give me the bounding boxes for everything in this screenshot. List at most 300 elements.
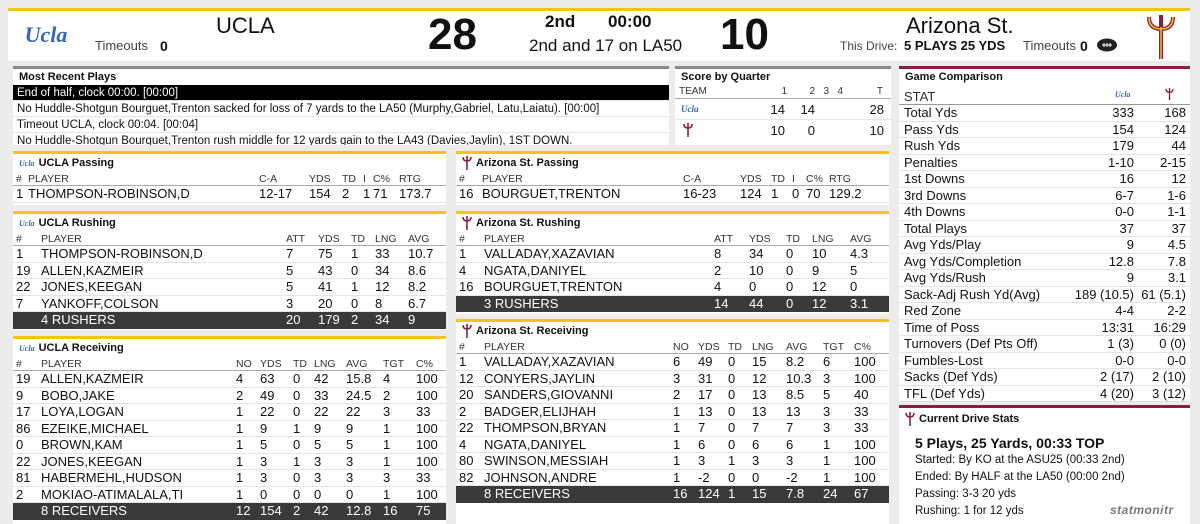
table-cell: 1 (728, 453, 736, 468)
comparison-row (899, 188, 1190, 205)
table-cell: 9 (260, 420, 268, 436)
comparison-row (899, 386, 1190, 403)
table-cell: VALLADAY,XAZAVIAN (484, 354, 615, 369)
table-cell: 7 (786, 420, 794, 435)
away-timeouts-label: Timeouts (1023, 38, 1076, 53)
table-cell: 3 (823, 370, 831, 386)
comparison-row (899, 320, 1190, 337)
table-cell: 1 (236, 453, 244, 469)
table-cell: THOMPSON,BRYAN (484, 420, 607, 435)
total-cell: 124 (698, 486, 720, 501)
table-cell: 9 (346, 420, 354, 436)
table-cell: 1 (673, 453, 681, 468)
away-value: 1-1 (1167, 204, 1186, 219)
away-value: 168 (1164, 105, 1186, 120)
home-value: 4 (20) (1100, 385, 1134, 401)
table-cell: 3 (314, 453, 322, 469)
table-row[interactable] (456, 437, 889, 454)
column-header: C% (854, 341, 871, 353)
table-cell: 5 (850, 262, 858, 278)
table-cell: 33 (854, 403, 869, 419)
table-cell: 22 (260, 404, 275, 419)
table-cell: 1 (459, 246, 467, 261)
home-value: 333 (1112, 105, 1134, 120)
table-cell: 3 (314, 470, 322, 485)
table-row[interactable] (456, 387, 889, 404)
stat-label: TFL (Def Yds) (904, 385, 985, 401)
table-cell: 0 (293, 486, 301, 502)
table-cell: 19 (16, 262, 31, 278)
away-value: 61 (5.1) (1141, 286, 1186, 302)
column-header: # (16, 358, 22, 370)
table-cell: ALLEN,KAZMEIR (41, 371, 144, 386)
table-cell: BADGER,ELIJHAH (484, 403, 596, 419)
table-cell: NGATA,DANIYEL (484, 436, 587, 452)
game-comparison-title: Game Comparison (905, 70, 1003, 83)
asu-pitchfork-icon (1165, 88, 1174, 100)
total-label: 3 RUSHERS (484, 295, 559, 311)
column-header: # (459, 173, 465, 185)
column-header: YDS (260, 358, 282, 370)
table-cell: 6 (673, 354, 681, 369)
ucla-logo: Ucla (19, 218, 35, 228)
table-cell: 1 (236, 404, 244, 419)
table-cell: 13 (786, 403, 801, 419)
table-cell: 100 (416, 371, 438, 386)
drive-headline: 5 Plays, 25 Yards, 00:33 TOP (915, 435, 1105, 451)
total-label: 8 RECEIVERS (484, 486, 570, 501)
table-cell: 1 (383, 453, 391, 469)
table-cell: 31 (698, 370, 713, 386)
table-cell: 9 (812, 262, 820, 278)
total-cell: 67 (854, 486, 869, 501)
possession-football-icon (1096, 37, 1118, 53)
table-cell: 20 (459, 387, 474, 402)
table-cell: 3 (383, 404, 391, 419)
table-row[interactable] (456, 246, 889, 263)
table-row[interactable] (13, 296, 446, 313)
column-header: PLAYER (484, 233, 525, 245)
table-cell: 6 (786, 436, 794, 452)
asu-pitchfork-icon (462, 156, 472, 170)
total-score: 28 (869, 102, 884, 117)
away-value: 44 (1171, 138, 1186, 153)
table-cell: 13 (698, 403, 713, 419)
recent-plays-title: Most Recent Plays (19, 70, 117, 83)
column-header: C-A (683, 173, 702, 185)
play-item[interactable]: No Huddle-Shotgun Bourguet,Trenton rush middle for 12 yards gain to the LA43 (Davies,Jaylin), 1ST DOWN. (13, 133, 669, 145)
table-cell: BOURGUET,TRENTON (484, 279, 623, 294)
panel-title (13, 214, 446, 232)
total-cell: 12 (236, 503, 251, 518)
away-value: 2 (10) (1152, 369, 1186, 384)
column-header: NO (236, 358, 252, 370)
column-header: PLAYER (41, 233, 82, 245)
table-row[interactable] (13, 186, 446, 203)
table-cell: SANDERS,GIOVANNI (484, 387, 614, 402)
stat-label: Total Yds (904, 105, 958, 120)
away-value: 37 (1171, 220, 1186, 236)
table-row[interactable] (456, 420, 889, 437)
table-cell: 100 (854, 469, 876, 485)
table-row[interactable] (13, 454, 446, 471)
table-row[interactable] (13, 470, 446, 487)
q1-score: 14 (770, 102, 785, 117)
score-by-quarter-panel (675, 66, 891, 145)
table-cell: 81 (16, 470, 31, 485)
table-cell: 1 (16, 186, 24, 201)
column-header: LNG (752, 341, 774, 353)
recent-plays-panel (13, 66, 669, 145)
panel-title-text: Arizona St. Rushing (476, 216, 581, 229)
table-cell: 1 (293, 453, 301, 469)
table-cell: 7 (286, 246, 294, 261)
table-cell: 0 (346, 486, 354, 502)
table-cell: 19 (16, 371, 31, 386)
panel-title-text: Arizona St. Passing (476, 156, 579, 169)
total-cell: 3.1 (850, 295, 869, 311)
total-cell: 24 (823, 486, 838, 501)
total-row (456, 296, 889, 313)
play-item[interactable]: End of half, clock 00:00. [00:00] (13, 85, 669, 101)
column-header: TD (342, 173, 356, 185)
column-header: # (459, 233, 465, 245)
table-cell: HABERMEHL,HUDSON (41, 470, 182, 485)
stat-label: Avg Yds/Play (904, 237, 981, 252)
table-cell: 100 (854, 436, 876, 452)
scoreboard (8, 8, 1190, 61)
table-cell: 10.3 (786, 370, 812, 386)
away-team-name: Arizona St. (906, 13, 1014, 38)
table-cell: 12 (459, 370, 474, 386)
home-value: 2 (17) (1100, 369, 1134, 384)
table-cell: 16 (459, 186, 474, 201)
table-row[interactable] (13, 437, 446, 454)
table-cell: 4 (236, 371, 244, 386)
table-cell: 1 (236, 486, 244, 502)
total-row (13, 503, 446, 520)
comparison-row (899, 138, 1190, 155)
stat-label: Penalties (904, 154, 958, 170)
score-by-quarter-title: Score by Quarter (681, 70, 771, 83)
table-cell: 24.5 (346, 387, 372, 403)
ucla-receiving-panel (13, 336, 446, 524)
table-cell: JONES,KEEGAN (41, 279, 143, 294)
table-header-row (13, 232, 446, 246)
table-cell: 8.2 (786, 354, 805, 369)
comparison-row (899, 336, 1190, 353)
table-cell: 1 (363, 186, 371, 201)
comparison-row (899, 221, 1190, 238)
table-cell: 49 (260, 387, 275, 403)
table-cell: EZEIKE,MICHAEL (41, 420, 149, 436)
column-header: PLAYER (41, 358, 82, 370)
table-cell: 4 (383, 371, 391, 386)
home-score: 28 (428, 10, 477, 59)
ucla-logo: Ucla (681, 104, 699, 114)
table-cell: 33 (314, 387, 329, 403)
table-row[interactable] (13, 246, 446, 263)
column-header: TGT (383, 358, 404, 370)
table-cell: 10 (749, 262, 764, 278)
column-header: I (792, 173, 795, 185)
table-cell: 1 (673, 420, 681, 435)
ucla-logo: Ucla (1115, 90, 1131, 99)
column-header: RTG (829, 173, 851, 185)
table-cell: 10 (812, 246, 827, 261)
table-cell: 0 (728, 469, 736, 485)
table-row[interactable] (456, 453, 889, 470)
total-cell: 14 (714, 295, 729, 311)
home-value: 0-0 (1115, 352, 1134, 368)
table-cell: 8.5 (786, 387, 805, 402)
table-cell: 0 (728, 387, 736, 402)
table-cell: 1 (823, 436, 831, 452)
stat-label: Pass Yds (904, 121, 959, 137)
table-cell: 5 (314, 437, 322, 452)
table-cell: 1 (383, 437, 391, 452)
table-cell: 0 (351, 295, 359, 311)
column-header: ATT (714, 233, 734, 245)
home-value: 0-0 (1115, 204, 1134, 219)
table-cell: 33 (416, 470, 431, 485)
table-cell: 8.2 (408, 279, 427, 294)
table-cell: -2 (786, 469, 798, 485)
drive-detail: Rushing: 1 for 12 yds (915, 505, 1024, 517)
table-row[interactable] (13, 388, 446, 405)
table-header-row (13, 172, 446, 186)
header-total: T (876, 86, 883, 97)
column-header: AVG (408, 233, 430, 245)
table-cell: MOKIAO-ATIMALALA,TI (41, 486, 184, 502)
column-header: # (16, 173, 22, 185)
table-cell: 3 (346, 453, 354, 469)
table-cell: 86 (16, 420, 31, 436)
table-row[interactable] (456, 354, 889, 371)
table-cell: 63 (260, 371, 275, 386)
comparison-row (899, 353, 1190, 370)
total-label: 8 RECEIVERS (41, 503, 127, 518)
table-cell: BOURGUET,TRENTON (482, 186, 621, 201)
table-cell: 1 (293, 420, 301, 436)
table-cell: LOYA,LOGAN (41, 404, 124, 419)
current-drive-title-text: Current Drive Stats (919, 412, 1020, 425)
column-header: ATT (286, 233, 306, 245)
table-cell: 124 (740, 186, 762, 201)
total-cell: 42 (314, 503, 329, 518)
panel-title (13, 154, 446, 172)
table-header-row (456, 340, 889, 354)
table-cell: 2 (714, 262, 722, 278)
header-q4: 4 (837, 86, 843, 97)
table-cell: THOMPSON-ROBINSON,D (28, 186, 190, 201)
column-header: TD (786, 233, 800, 245)
total-row (13, 312, 446, 329)
panel-title-text: UCLA Receiving (38, 341, 124, 354)
table-cell: 5 (286, 262, 294, 278)
home-value: 9 (1126, 270, 1134, 285)
table-cell: 1 (823, 453, 831, 468)
total-cell: 34 (375, 312, 390, 327)
table-cell: THOMPSON-ROBINSON,D (41, 246, 203, 261)
header-team: TEAM (679, 86, 707, 97)
header-q1: 1 (781, 86, 787, 97)
table-cell: 13 (752, 403, 767, 419)
drive-detail: Ended: By HALF at the LA50 (00:00 2nd) (915, 471, 1125, 483)
stat-label: Fumbles-Lost (904, 352, 983, 368)
column-header: YDS (309, 173, 331, 185)
table-cell: 5 (346, 437, 354, 452)
table-cell: 0 (749, 279, 757, 294)
table-cell: 22 (346, 404, 361, 419)
total-cell: 12.8 (346, 503, 372, 518)
comparison-row (899, 204, 1190, 221)
table-cell: 1 (383, 420, 391, 436)
table-cell: 100 (416, 387, 438, 403)
table-cell: 17 (16, 404, 31, 419)
total-cell: 16 (383, 503, 398, 518)
panel-title-text: UCLA Rushing (38, 216, 116, 229)
table-cell: 8.6 (408, 262, 427, 278)
table-cell: 10.7 (408, 246, 434, 261)
column-header: C% (373, 173, 390, 185)
panel-title (456, 154, 889, 172)
table-cell: 12 (812, 279, 827, 294)
table-cell: 100 (416, 437, 438, 452)
home-timeouts: 0 (160, 38, 168, 54)
column-header: PLAYER (484, 341, 525, 353)
column-header: LNG (812, 233, 834, 245)
table-cell: 1 (236, 470, 244, 485)
stat-label: Total Plays (904, 220, 967, 236)
home-timeouts-label: Timeouts (95, 38, 148, 53)
table-cell: 8 (375, 295, 383, 311)
total-label: 4 RUSHERS (41, 312, 116, 327)
table-row[interactable] (13, 263, 446, 280)
total-row (456, 486, 889, 503)
column-header: TD (771, 173, 785, 185)
total-cell: 179 (318, 312, 340, 327)
table-cell: NGATA,DANIYEL (484, 262, 587, 278)
total-cell: 15 (752, 486, 767, 501)
table-cell: 0 (786, 262, 794, 278)
table-row[interactable] (13, 279, 446, 296)
table-cell: 22 (16, 453, 31, 469)
table-row[interactable] (13, 487, 446, 504)
table-cell: BROWN,KAM (41, 437, 123, 452)
table-cell: 6 (823, 354, 831, 369)
column-header: C% (806, 173, 823, 185)
table-cell: 33 (854, 420, 869, 435)
q2-score: 0 (807, 123, 815, 138)
asu-pitchfork-icon (683, 123, 693, 137)
table-row[interactable] (456, 371, 889, 388)
comparison-row (899, 254, 1190, 271)
column-header: AVG (850, 233, 872, 245)
table-cell: 13 (752, 387, 767, 402)
table-cell: 0 (786, 279, 794, 294)
total-cell: 12 (812, 295, 827, 311)
stat-label: Sack-Adj Rush Yd(Avg) (904, 286, 1041, 302)
table-cell: JOHNSON,ANDRE (484, 469, 597, 485)
table-row[interactable] (13, 404, 446, 421)
stat-label: 1st Downs (904, 171, 965, 186)
table-cell: 3 (752, 453, 760, 468)
comparison-row (899, 303, 1190, 320)
table-cell: 4.3 (850, 246, 869, 261)
table-cell: 100 (854, 453, 876, 468)
table-cell: 0 (293, 404, 301, 419)
table-cell: 8 (714, 246, 722, 261)
play-item[interactable]: No Huddle-Shotgun Bourguet,Trenton sacked for loss of 7 yards to the LA50 (Murphy,Gabriel, Latu,Laiatu). [00:00] (13, 101, 669, 117)
table-cell: 3 (260, 453, 268, 469)
total-cell: 20 (286, 312, 301, 327)
table-cell: 2 (236, 387, 244, 403)
table-cell: 2 (673, 387, 681, 402)
table-cell: 2 (383, 387, 391, 403)
table-row[interactable] (456, 263, 889, 280)
away-value: 0-0 (1167, 352, 1186, 368)
table-row[interactable] (456, 470, 889, 487)
table-cell: VALLADAY,XAZAVIAN (484, 246, 615, 261)
table-cell: 3 (823, 420, 831, 435)
table-cell: 154 (309, 186, 331, 201)
column-header: AVG (786, 341, 808, 353)
table-cell: JONES,KEEGAN (41, 453, 143, 469)
table-cell: 0 (792, 186, 800, 201)
column-header: LNG (314, 358, 336, 370)
table-header-row (13, 357, 446, 371)
column-header: TD (293, 358, 307, 370)
column-header: TD (728, 341, 742, 353)
table-cell: 3 (673, 370, 681, 386)
column-header: # (459, 341, 465, 353)
comparison-row (899, 105, 1190, 122)
away-score: 10 (720, 10, 769, 59)
table-cell: 3 (823, 403, 831, 419)
home-value: 1-10 (1107, 154, 1134, 170)
table-cell: SWINSON,MESSIAH (484, 453, 609, 468)
table-cell: 2 (342, 186, 350, 201)
table-cell: 1 (771, 186, 779, 201)
table-cell: YANKOFF,COLSON (41, 295, 159, 311)
table-cell: 43 (318, 262, 333, 278)
table-row[interactable] (13, 371, 446, 388)
table-row[interactable] (456, 186, 889, 203)
total-cell: 1 (728, 486, 736, 501)
table-cell: 173.7 (399, 186, 432, 201)
comparison-row (899, 287, 1190, 304)
table-row[interactable] (13, 421, 446, 438)
away-value: 3 (12) (1152, 385, 1186, 401)
table-cell: 16-23 (683, 186, 717, 201)
game-comparison-panel (899, 66, 1190, 402)
table-row[interactable] (456, 404, 889, 421)
table-cell: 70 (806, 186, 821, 201)
play-item[interactable]: Timeout UCLA, clock 00:04. [00:04] (13, 117, 669, 133)
away-value: 2-2 (1167, 303, 1186, 318)
table-cell: 100 (416, 486, 438, 502)
column-header: NO (673, 341, 689, 353)
away-value: 16:29 (1153, 319, 1186, 335)
table-cell: 0 (16, 437, 24, 452)
asu-pitchfork-icon (1144, 13, 1178, 61)
asu-passing-panel (456, 151, 889, 205)
table-cell: 6.7 (408, 295, 427, 311)
table-row[interactable] (456, 279, 889, 296)
table-cell: 41 (318, 279, 333, 294)
table-cell: 3 (346, 470, 354, 485)
